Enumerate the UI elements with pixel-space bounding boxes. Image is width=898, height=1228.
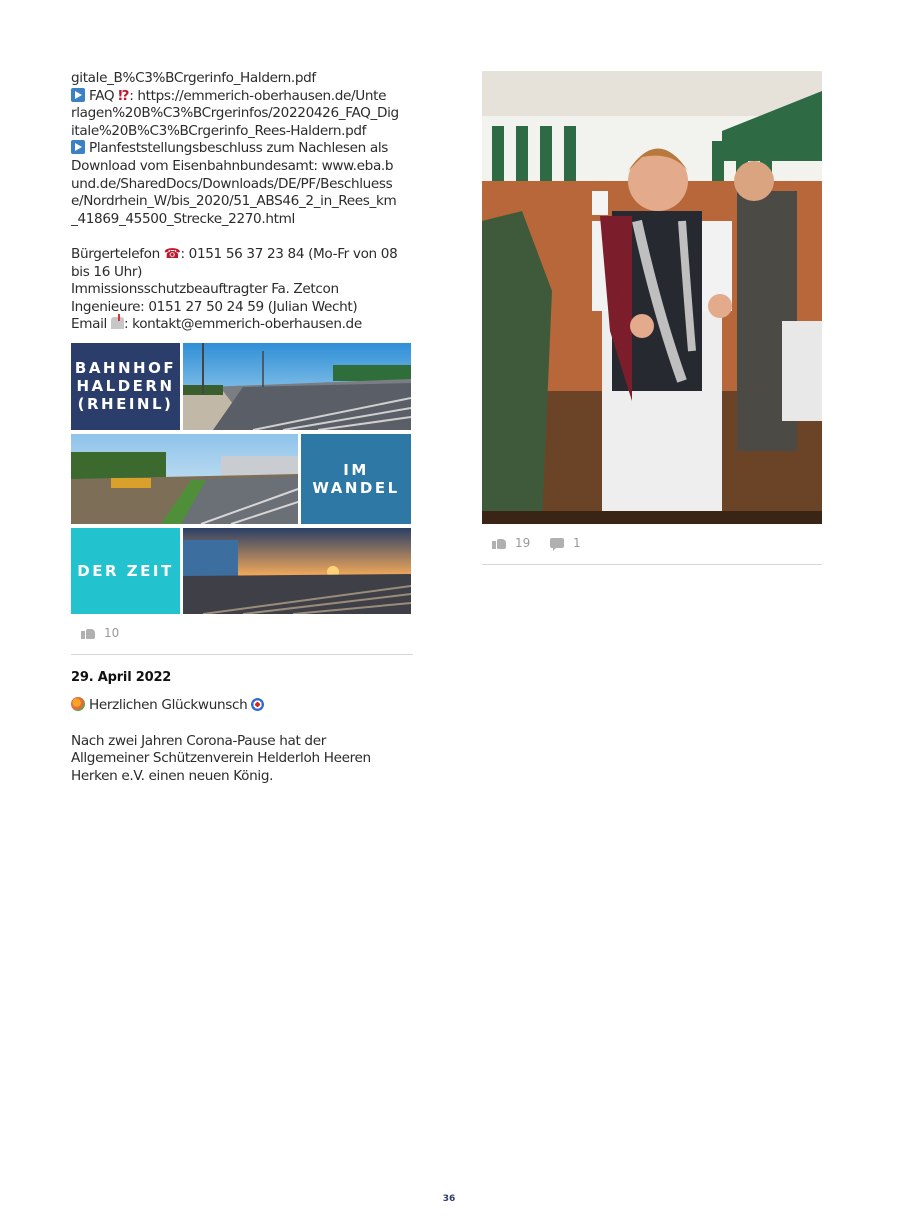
left-column bbox=[71, 70, 413, 785]
faq-line bbox=[71, 88, 413, 106]
thumbs-up-icon bbox=[492, 537, 506, 549]
sunset-tracks-image bbox=[183, 528, 411, 614]
mosaic-title-tile bbox=[71, 343, 180, 430]
like-count: 19 bbox=[515, 536, 531, 550]
mosaic-photo-platform bbox=[183, 343, 411, 430]
mosaic-wandel-text: IM WANDEL bbox=[312, 460, 400, 497]
plan-text-5[interactable]: _41869_45500_Strecke_2270.html bbox=[71, 210, 295, 227]
mosaic-wandel-tile bbox=[301, 434, 411, 524]
pdf-link-tail[interactable]: gitale_B%C3%BCrgerinfo_Haldern.pdf bbox=[71, 70, 316, 86]
post-date: 29. April 2022 bbox=[71, 669, 172, 685]
right-column bbox=[482, 71, 822, 565]
plan-text-1: Planfeststellungsbeschluss zum Nachlesen als bbox=[89, 140, 389, 157]
faq-label: FAQ bbox=[89, 87, 115, 104]
comment-bubble-icon bbox=[550, 538, 564, 548]
phone-hours: bis 16 Uhr) bbox=[71, 263, 143, 280]
like-counter[interactable] bbox=[81, 626, 119, 640]
thumbs-up-icon bbox=[81, 627, 95, 639]
email-line bbox=[71, 316, 413, 334]
exclamation-question-icon: ⁉ bbox=[118, 87, 130, 104]
reactions-bar-right bbox=[482, 524, 822, 565]
mosaic-zeit-text: DER ZEIT bbox=[77, 561, 174, 580]
phone-line bbox=[71, 246, 413, 264]
rosette-icon bbox=[251, 698, 264, 711]
spacer bbox=[71, 228, 413, 246]
mosaic-photo-construction bbox=[71, 434, 298, 524]
email-label: Email bbox=[71, 316, 107, 333]
comment-count: 1 bbox=[573, 536, 581, 550]
faq-link-3[interactable]: itale%20B%C3%BCrgerinfo_Rees-Haldern.pdf bbox=[71, 122, 367, 139]
plan-line bbox=[71, 140, 413, 158]
like-counter[interactable] bbox=[492, 536, 530, 550]
play-button-icon bbox=[71, 140, 85, 154]
immission-line: Immissionsschutzbeauftragter Fa. Zetcon bbox=[71, 281, 339, 298]
king-photo[interactable] bbox=[482, 71, 822, 524]
post-body-line-3: Herken e.V. einen neuen König. bbox=[71, 767, 274, 784]
railway-platform-image bbox=[183, 343, 411, 430]
post-text-continued bbox=[71, 70, 413, 334]
construction-site-image bbox=[71, 434, 298, 524]
play-button-icon bbox=[71, 88, 85, 102]
engineer-line: Ingenieure: 0151 27 50 24 59 (Julian Wecht) bbox=[71, 298, 358, 315]
schuetzenkoenig-image bbox=[482, 71, 822, 524]
mosaic-zeit-tile bbox=[71, 528, 180, 614]
page-number: 36 bbox=[442, 1194, 456, 1204]
post-body bbox=[71, 733, 413, 786]
mosaic-photo-sunset bbox=[183, 528, 411, 614]
like-count: 10 bbox=[104, 625, 120, 640]
telephone-icon: ☎ bbox=[163, 245, 181, 262]
plan-text-3[interactable]: und.de/SharedDocs/Downloads/DE/PF/Beschluess bbox=[71, 175, 393, 192]
post-greeting: Herzlichen Glückwunsch bbox=[89, 696, 248, 713]
phone-label: Bürgertelefon bbox=[71, 245, 160, 262]
post-greeting-line bbox=[71, 697, 413, 715]
reactions-bar bbox=[71, 614, 413, 655]
faq-link-1[interactable]: : https://emmerich-oberhausen.de/Unte bbox=[129, 87, 387, 104]
comment-counter[interactable] bbox=[550, 536, 581, 550]
mailbox-icon bbox=[111, 317, 124, 329]
photo-mosaic[interactable] bbox=[71, 343, 411, 614]
post-body-line-1: Nach zwei Jahren Corona-Pause hat der bbox=[71, 732, 326, 749]
post-body-line-2: Allgemeiner Schützenverein Helderloh Heeren bbox=[71, 750, 371, 767]
phone-number: : 0151 56 37 23 84 (Mo-Fr von 08 bbox=[180, 245, 398, 262]
email-value[interactable]: : kontakt@emmerich-oberhausen.de bbox=[123, 316, 362, 333]
mosaic-title-text: BAHNHOF HALDERN (RHEINL) bbox=[74, 359, 177, 414]
plan-text-2[interactable]: Download vom Eisenbahnbundesamt: www.eba.b bbox=[71, 157, 394, 174]
bouquet-icon bbox=[71, 697, 85, 711]
plan-text-4[interactable]: e/Nordrhein_W/bis_2020/51_ABS46_2_in_Rees_km bbox=[71, 193, 397, 210]
faq-link-2[interactable]: rlagen%20B%C3%BCrgerinfos/20220426_FAQ_Dig bbox=[71, 105, 399, 122]
